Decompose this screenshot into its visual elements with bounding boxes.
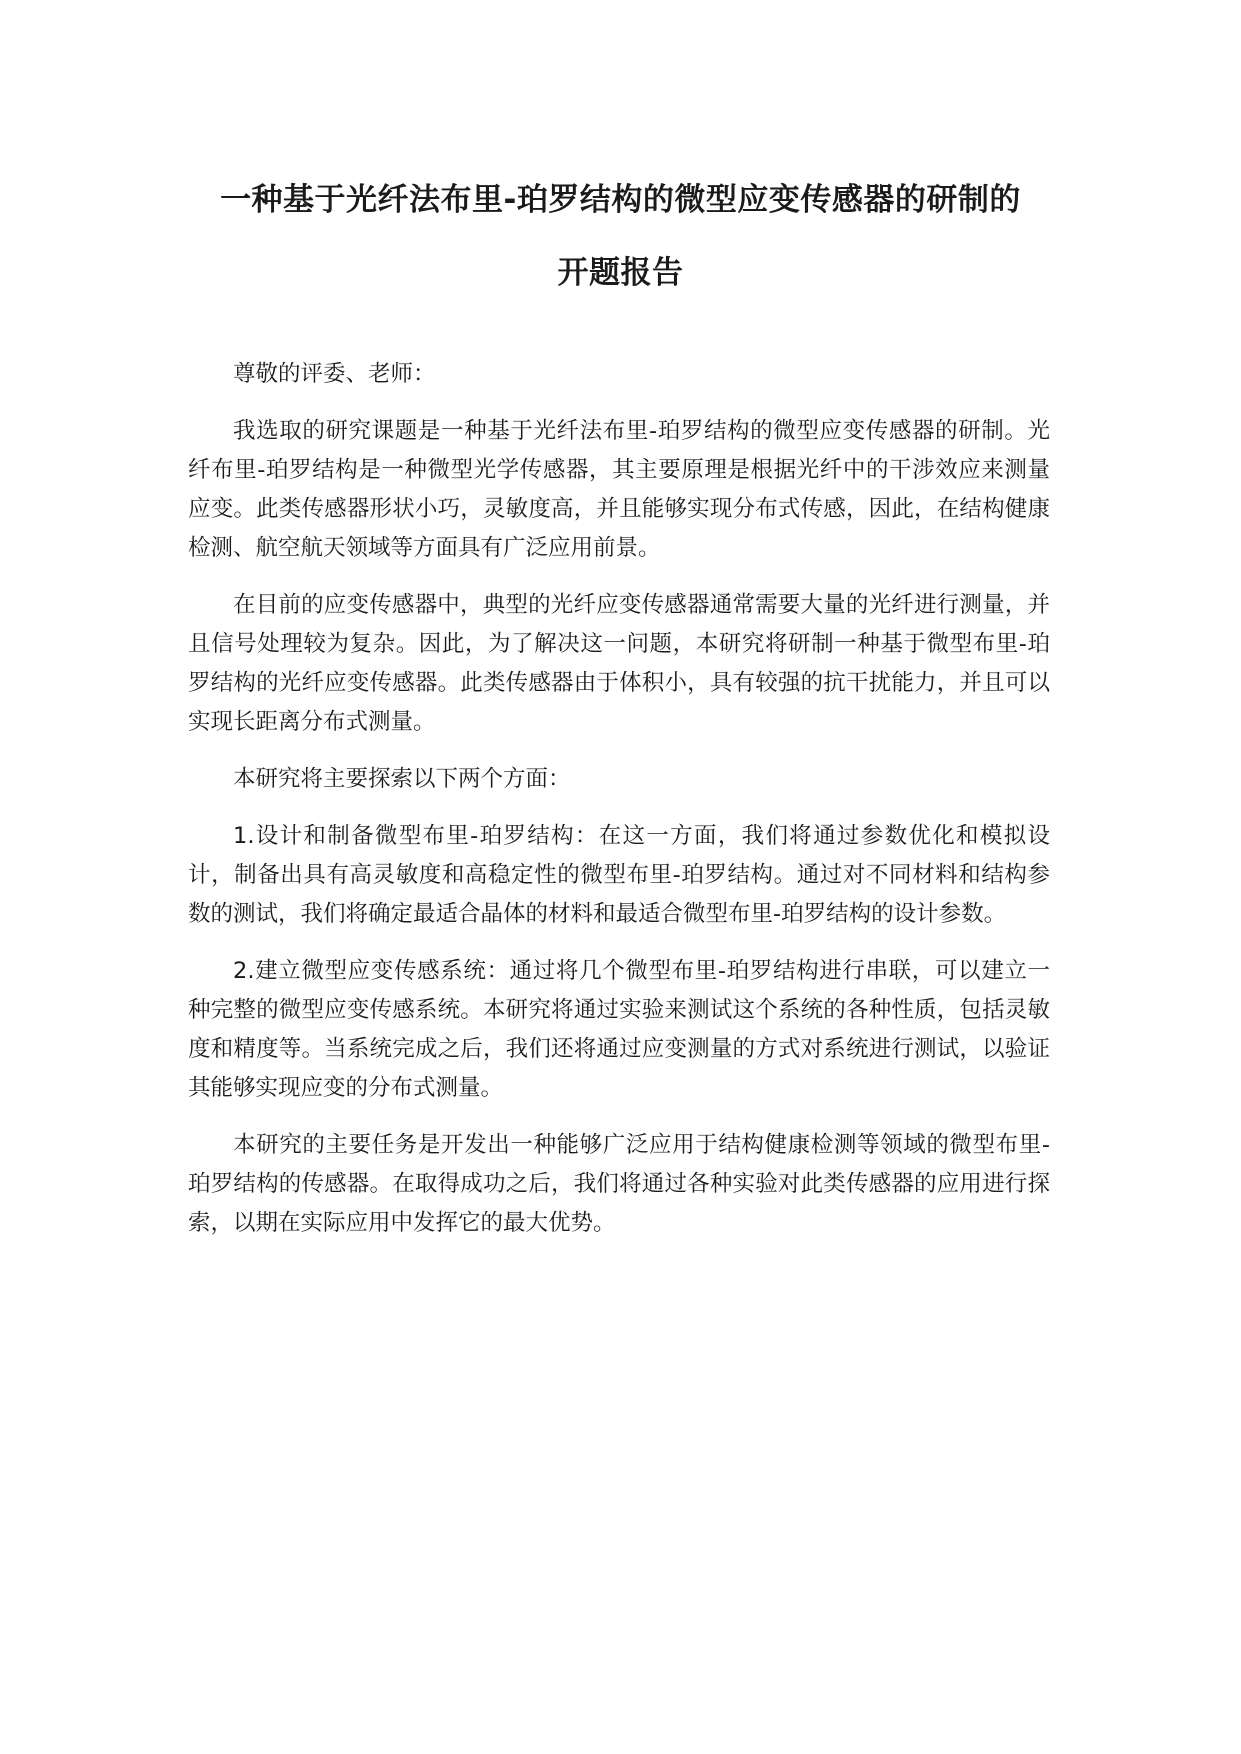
salutation: 尊敬的评委、老师： <box>233 361 436 387</box>
document-title-line-2: 开题报告 <box>557 255 684 291</box>
paragraph-main-task: 本研究的主要任务是开发出一种能够广泛应用于结构健康检测等领域的微型布里-珀罗结构的传感器。在取得成功之后，我们将通过各种实验对此类传感器的应用进行探索，以期在实际应用中发挥它的最大优势。 <box>188 1132 1050 1236</box>
paragraph-aspects-intro: 本研究将主要探索以下两个方面： <box>233 766 571 792</box>
document-title-line-1: 一种基于光纤法布里-珀罗结构的微型应变传感器的研制的 <box>220 182 1021 218</box>
paragraph-aspect-1: 1.设计和制备微型布里-珀罗结构：在这一方面，我们将通过参数优化和模拟设计，制备出具有高灵敏度和高稳定性的微型布里-珀罗结构。通过对不同材料和结构参数的测试，我们将确定最适合晶体的材料和最适合微型布里-珀罗结构的设计参数。 <box>188 823 1050 927</box>
paragraph-aspect-2: 2.建立微型应变传感系统：通过将几个微型布里-珀罗结构进行串联，可以建立一种完整的微型应变传感系统。本研究将通过实验来测试这个系统的各种性质，包括灵敏度和精度等。当系统完成之后，我们还将通过应变测量的方式对系统进行测试，以验证其能够实现应变的分布式测量。 <box>188 958 1050 1101</box>
paragraph-background: 在目前的应变传感器中，典型的光纤应变传感器通常需要大量的光纤进行测量，并且信号处理较为复杂。因此，为了解决这一问题，本研究将研制一种基于微型布里-珀罗结构的光纤应变传感器。此类传感器由于体积小，具有较强的抗干扰能力，并且可以实现长距离分布式测量。 <box>188 592 1050 735</box>
paragraph-topic-intro: 我选取的研究课题是一种基于光纤法布里-珀罗结构的微型应变传感器的研制。光纤布里-珀罗结构是一种微型光学传感器，其主要原理是根据光纤中的干涉效应来测量应变。此类传感器形状小巧，灵敏度高，并且能够实现分布式传感，因此，在结构健康检测、航空航天领域等方面具有广泛应用前景。 <box>188 418 1050 561</box>
document-body <box>188 355 1050 1261</box>
